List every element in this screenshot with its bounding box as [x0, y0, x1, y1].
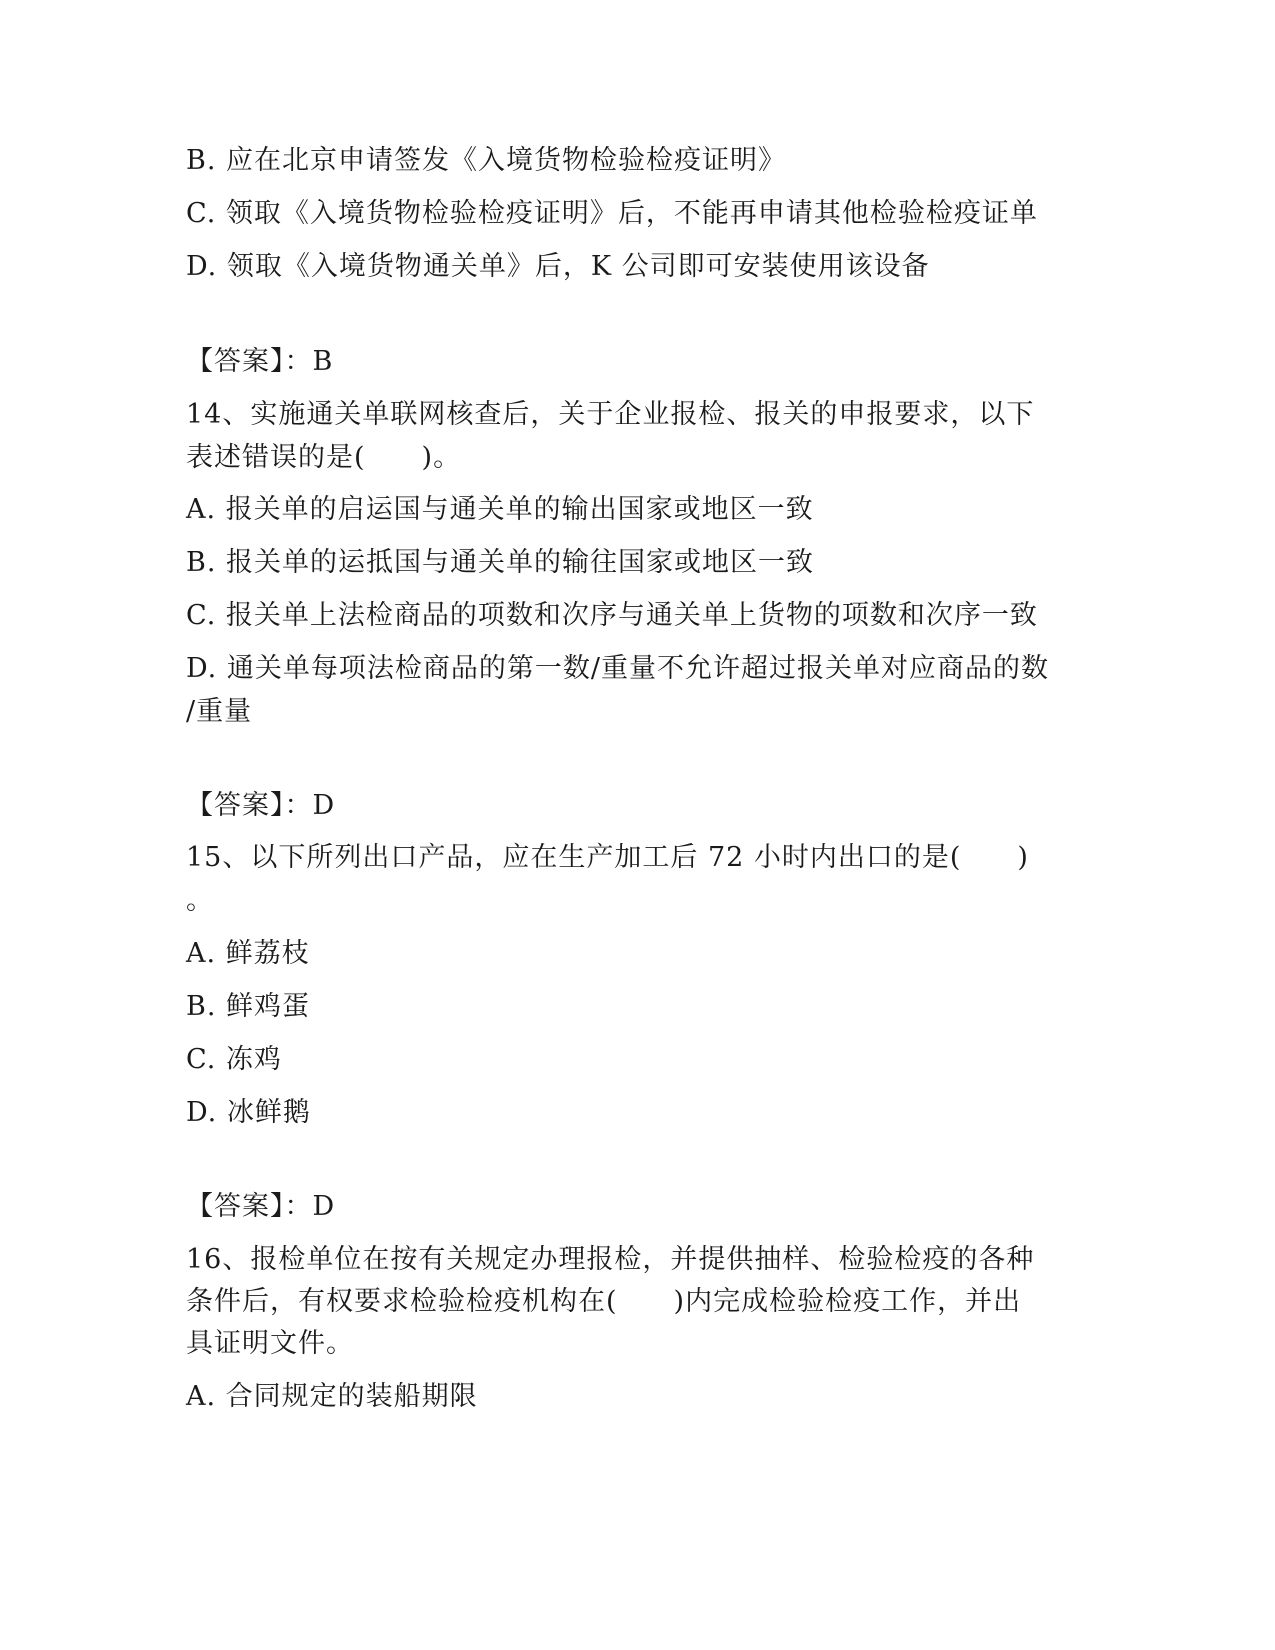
q16-stem-line1: 16、报检单位在按有关规定办理报检，并提供抽样、检验检疫的各种: [186, 1244, 1035, 1275]
q14-stem-line1: 14、实施通关单联网核查后，关于企业报检、报关的申报要求，以下: [186, 399, 1035, 430]
q16-stem-line2: 条件后，有权要求检验检疫机构在( )内完成检验检疫工作，并出: [186, 1286, 1022, 1317]
q13-option-d: D. 领取《入境货物通关单》后，K 公司即可安装使用该设备: [186, 251, 930, 282]
q16-stem-line3: 具证明文件。: [186, 1328, 354, 1359]
q14-option-d-line2: /重量: [186, 696, 253, 727]
q15-option-b: B. 鲜鸡蛋: [186, 991, 311, 1022]
q15-option-d: D. 冰鲜鹅: [186, 1097, 311, 1128]
q14-stem-line2: 表述错误的是( )。: [186, 442, 462, 473]
q15-option-a: A. 鲜荔枝: [186, 938, 310, 969]
q13-option-b: B. 应在北京申请签发《入境货物检验检疫证明》: [186, 145, 787, 176]
q15-stem-line1: 15、以下所列出口产品，应在生产加工后 72 小时内出口的是( ): [186, 842, 1029, 873]
q15-option-c: C. 冻鸡: [186, 1044, 282, 1075]
q14-option-a: A. 报关单的启运国与通关单的输出国家或地区一致: [186, 494, 814, 525]
q14-option-b: B. 报关单的运抵国与通关单的输往国家或地区一致: [186, 547, 815, 578]
q14-answer: 【答案】：D: [186, 790, 336, 821]
q15-answer: 【答案】：D: [186, 1191, 336, 1222]
q15-stem-line2: 。: [186, 885, 214, 916]
q14-option-c: C. 报关单上法检商品的项数和次序与通关单上货物的项数和次序一致: [186, 600, 1038, 631]
q13-answer: 【答案】：B: [186, 346, 334, 377]
q16-option-a: A. 合同规定的装船期限: [186, 1381, 478, 1412]
q13-option-c: C. 领取《入境货物检验检疫证明》后，不能再申请其他检验检疫证单: [186, 198, 1038, 229]
q14-option-d-line1: D. 通关单每项法检商品的第一数/重量不允许超过报关单对应商品的数: [186, 653, 1049, 684]
